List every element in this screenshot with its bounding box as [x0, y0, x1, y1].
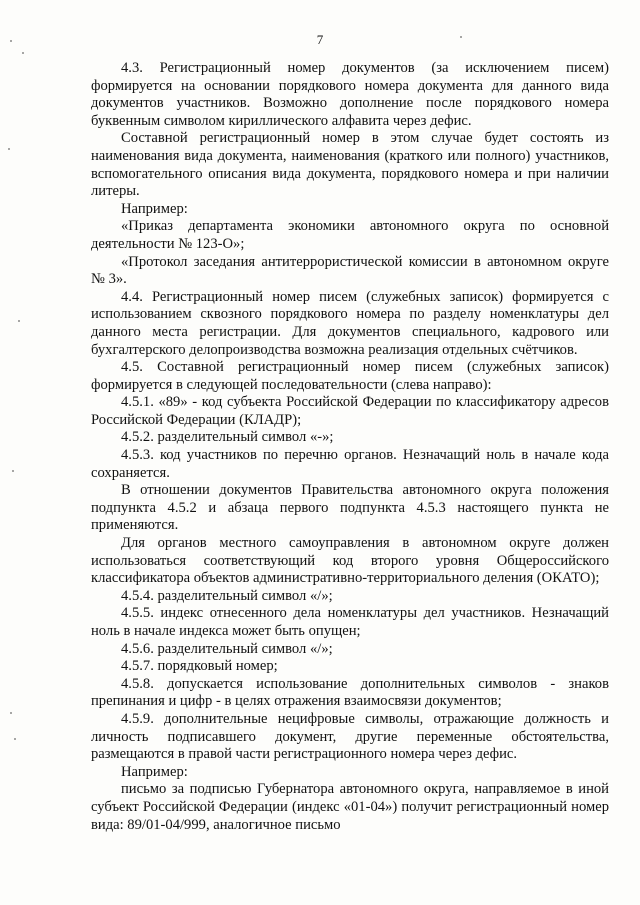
paragraph-government-exception: В отношении документов Правительства автономного округа положения подпункта 4.5.2 и абзаца первого подпункта 4.5.3 настоящего пункта не применяются. [91, 482, 609, 534]
scan-speck [10, 712, 12, 714]
page-number: 7 [316, 32, 324, 47]
scan-speck [18, 320, 20, 322]
paragraph-okato: Для органов местного самоуправления в автономном округе должен использоваться соответствующий код второго уровня Общероссийского классификатора объектов административно-территориального деления (ОКАТО); [91, 535, 609, 587]
paragraph-4-4: 4.4. Регистрационный номер писем (служебных записок) формируется с использованием сквозного порядкового номера по разделу номенклатуры дел данного места регистрации. Для документов специального, кадрового или бухгалтерского делопроизводства возможна реализация отдельных счётчиков. [91, 288, 609, 358]
scan-speck [12, 470, 14, 472]
scan-speck [460, 36, 462, 38]
paragraph-4-5-3: 4.5.3. код участников по перечню органов. Незначащий ноль в начале кода сохраняется. [91, 447, 609, 481]
paragraph-4-3: 4.3. Регистрационный номер документов (за исключением писем) формируется на основании порядкового номера документа для данного вида документов участников. Возможно дополнение после порядкового номера буквенным символом кириллического алфавита через дефис. [91, 60, 609, 129]
scan-speck [8, 148, 10, 150]
paragraph-4-5-4: 4.5.4. разделительный символ «/»; [121, 587, 333, 604]
paragraph-example-order: «Приказ департамента экономики автономного округа по основной деятельности № 123-О»; [91, 218, 609, 252]
paragraph-example-label: Например: [121, 200, 188, 217]
paragraph-example-label-2: Например: [121, 763, 188, 780]
scan-speck [14, 738, 16, 740]
paragraph-4-5-1: 4.5.1. «89» - код субъекта Российской Федерации по классификатору адресов Российской Федерации (КЛАДР); [91, 394, 609, 428]
paragraph-4-5: 4.5. Составной регистрационный номер писем (служебных записок) формируется в следующей последовательности (слева направо): [91, 359, 609, 393]
document-body [91, 60, 609, 834]
paragraph-example-letter: письмо за подписью Губернатора автономного округа, направляемое в иной субъект Российской Федерации (индекс «01-04») получит регистрационный номер вида: 89/01-04/999, аналогичное письмо [91, 781, 609, 833]
paragraph-composite-number: Составной регистрационный номер в этом случае будет состоять из наименования вида документа, наименования (краткого или полного) участников, вспомогательного описания вида документа, порядкового номера и при наличии литеры. [91, 130, 609, 200]
paragraph-4-5-2: 4.5.2. разделительный символ «-»; [121, 429, 334, 446]
paragraph-example-protocol: «Протокол заседания антитеррористической комиссии в автономном округе № 3». [91, 253, 609, 288]
paragraph-4-5-6: 4.5.6. разделительный символ «/»; [121, 640, 333, 657]
paragraph-4-5-7: 4.5.7. порядковый номер; [121, 658, 278, 675]
scan-speck [10, 40, 12, 42]
paragraph-4-5-8: 4.5.8. допускается использование дополнительных символов - знаков препинания и цифр - в целях отражения взаимосвязи документов; [91, 675, 609, 710]
paragraph-4-5-5: 4.5.5. индекс отнесенного дела номенклатуры дел участников. Незначащий ноль в начале индекса может быть опущен; [91, 605, 609, 639]
scan-speck [22, 52, 24, 54]
paragraph-4-5-9: 4.5.9. дополнительные нецифровые символы, отражающие должность и личность подписавшего документ, другие переменные обстоятельства, размещаются в правой части регистрационного номера через дефис. [91, 710, 609, 763]
